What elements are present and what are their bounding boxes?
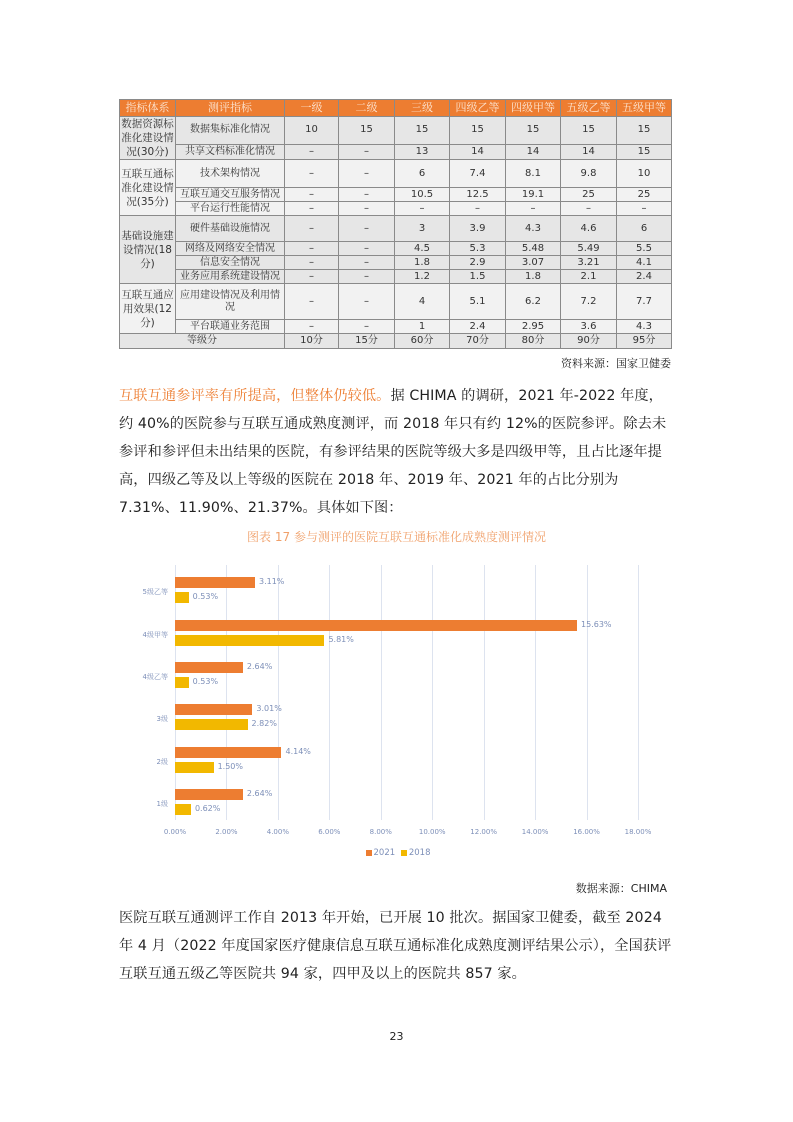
bar-2018 xyxy=(175,635,324,646)
header-cell: 四级甲等 xyxy=(506,100,561,117)
score-cell: 1.8 xyxy=(506,270,561,284)
bar-value-label: 15.63% xyxy=(581,620,612,629)
bar-2021 xyxy=(175,704,252,715)
legend-label-2021: 2021 xyxy=(373,848,396,858)
header-cell: 三级 xyxy=(395,100,450,117)
table-row xyxy=(120,284,672,320)
score-cell: 15 xyxy=(506,117,561,145)
score-cell: – xyxy=(285,242,339,256)
x-tick-label: 8.00% xyxy=(369,828,392,836)
bar-2021 xyxy=(175,747,281,758)
header-cell: 五级甲等 xyxy=(617,100,672,117)
category-cell: 数据资源标准化建设情况(30分) xyxy=(121,118,174,158)
score-cell: 15 xyxy=(450,117,506,145)
indicator-cell: 平台运行性能情况 xyxy=(176,202,285,216)
score-cell: 15 xyxy=(617,144,672,159)
score-cell: – xyxy=(339,256,395,270)
score-cell: 5.48 xyxy=(506,242,561,256)
chart-source-note: 数据来源：CHIMA xyxy=(575,882,667,895)
score-cell: 14 xyxy=(561,144,617,159)
x-tick-label: 6.00% xyxy=(318,828,341,836)
gridline xyxy=(381,565,382,820)
score-cell: 15 xyxy=(339,117,395,145)
bar-value-label: 3.11% xyxy=(258,577,285,586)
score-cell: – xyxy=(285,320,339,334)
table-row xyxy=(120,160,672,188)
highlight-sentence: 互联互通参评率有所提高，但整体仍较低。 xyxy=(119,388,391,404)
bar-2018 xyxy=(175,719,248,730)
score-cell: – xyxy=(339,270,395,284)
score-cell: 3.6 xyxy=(561,320,617,334)
bar-value-label: 2.64% xyxy=(246,662,273,671)
header-cell: 指标体系 xyxy=(120,100,176,117)
score-cell: – xyxy=(339,216,395,242)
x-tick-label: 4.00% xyxy=(266,828,289,836)
score-cell: 2.1 xyxy=(561,270,617,284)
header-cell: 测评指标 xyxy=(176,100,285,117)
score-cell: 4.3 xyxy=(506,216,561,242)
score-cell: 8.1 xyxy=(506,160,561,188)
x-tick-label: 18.00% xyxy=(624,828,652,836)
bar-value-label: 1.50% xyxy=(217,762,243,771)
gridline xyxy=(278,565,279,820)
indicator-cell: 互联互通交互服务情况 xyxy=(176,188,285,202)
score-cell: – xyxy=(395,202,450,216)
bar-value-label: 0.62% xyxy=(194,804,221,813)
page-number: 23 xyxy=(389,1030,404,1043)
table-body xyxy=(120,117,672,334)
legend-swatch-2018 xyxy=(401,850,407,856)
score-cell: 5.49 xyxy=(561,242,617,256)
bar-value-label: 5.81% xyxy=(328,635,354,644)
summary-paragraph: 医院互联互通测评工作自 2013 年开始，已开展 10 批次。据国家卫健委，截至 2024 年 4 月（2022 年度国家医疗健康信息互联互通标准化成熟度测评结果公示），全国获评互联互通五级乙等医院共 94 家，四甲及以上的医院共 857 家。 xyxy=(119,910,672,982)
legend-swatch-2021 xyxy=(366,850,372,856)
score-cell: 1.2 xyxy=(395,270,450,284)
indicator-cell: 共享文档标准化情况 xyxy=(176,144,285,159)
x-tick-label: 0.00% xyxy=(163,828,187,836)
bar-2018 xyxy=(175,762,214,773)
x-tick-label: 2.00% xyxy=(215,828,238,836)
header-cell: 一级 xyxy=(285,100,339,117)
x-tick-label: 12.00% xyxy=(470,828,498,836)
score-cell: 1 xyxy=(395,320,450,334)
score-cell: 13 xyxy=(395,144,450,159)
score-cell: 10 xyxy=(617,160,672,188)
score-cell: – xyxy=(285,202,339,216)
indicator-cell: 平台联通业务范围 xyxy=(176,320,285,334)
indicator-cell: 网络及网络安全情况 xyxy=(176,242,285,256)
score-cell: – xyxy=(285,284,339,320)
gridline xyxy=(535,565,536,820)
indicator-cell: 硬件基础设施情况 xyxy=(176,216,285,242)
category-cell: 基础设施建设情况(18分) xyxy=(120,216,176,284)
category-label: 4级甲等 xyxy=(142,631,168,639)
score-cell: 7.4 xyxy=(450,160,506,188)
score-cell: – xyxy=(285,216,339,242)
score-cell: 12.5 xyxy=(450,188,506,202)
legend-label-2018: 2018 xyxy=(408,848,431,858)
header-cell: 四级乙等 xyxy=(450,100,506,117)
score-cell: – xyxy=(285,270,339,284)
footer-cell: 80分 xyxy=(506,334,561,349)
table-row xyxy=(120,188,672,202)
bar-value-label: 0.53% xyxy=(192,592,219,601)
table-row xyxy=(120,256,672,270)
gridline xyxy=(432,565,433,820)
table-source-note: 资料来源：国家卫健委 xyxy=(561,357,671,370)
footer-cell: 95分 xyxy=(617,334,672,349)
table-row xyxy=(120,270,672,284)
category-cell: 互联互通应用效果(12分) xyxy=(120,284,176,334)
score-cell: – xyxy=(561,202,617,216)
score-cell: 2.4 xyxy=(617,270,672,284)
score-cell: 3.9 xyxy=(450,216,506,242)
table-row xyxy=(120,216,672,242)
bar-2021 xyxy=(175,662,243,673)
paragraph-text: 据 CHIMA 的调研，2021 年-2022 年度，约 40%的医院参与互联互通成熟度测评，而 2018 年只有约 12%的医院参评。除去未参评和参评但未出结果的医院，有参评结果的医院等级大多是四级甲等，且占比逐年提高，四级乙等及以上等级的医院在 2018 年、2019 年、2021 年的占比分别为 7.31%、11.90%、21.37%。具体如下图： xyxy=(119,388,667,516)
score-cell: 5.3 xyxy=(450,242,506,256)
footer-label: 等级分 xyxy=(120,334,285,349)
score-cell: 2.95 xyxy=(506,320,561,334)
score-cell: 19.1 xyxy=(506,188,561,202)
gridline xyxy=(638,565,639,820)
score-cell: – xyxy=(506,202,561,216)
bar-2021 xyxy=(175,620,577,631)
bar-2018 xyxy=(175,804,191,815)
footer-cell: 60分 xyxy=(395,334,450,349)
bar-value-label: 2.64% xyxy=(246,789,273,798)
score-cell: – xyxy=(339,188,395,202)
score-cell: 6 xyxy=(617,216,672,242)
score-cell: 3.07 xyxy=(506,256,561,270)
score-cell: 4.3 xyxy=(617,320,672,334)
figure-title: 图表 17 参与测评的医院互联互通标准化成熟度测评情况 xyxy=(247,530,546,544)
category-cell: 互联互通标准化建设情况(35分) xyxy=(120,160,176,216)
score-cell: 4.5 xyxy=(395,242,450,256)
bar-2018 xyxy=(175,677,189,688)
score-cell: 9.8 xyxy=(561,160,617,188)
gridline xyxy=(175,565,176,820)
standardization-score-table xyxy=(119,99,672,349)
score-cell: 3.21 xyxy=(561,256,617,270)
header-cell: 五级乙等 xyxy=(561,100,617,117)
indicator-cell: 技术架构情况 xyxy=(176,160,285,188)
score-cell: – xyxy=(339,320,395,334)
score-cell: – xyxy=(285,256,339,270)
table-row xyxy=(120,144,672,159)
score-cell: 14 xyxy=(450,144,506,159)
indicator-cell: 数据集标准化情况 xyxy=(176,117,285,145)
bar-value-label: 3.01% xyxy=(256,704,282,713)
score-cell: 4.1 xyxy=(617,256,672,270)
score-cell: 1.8 xyxy=(395,256,450,270)
score-cell: 5.1 xyxy=(450,284,506,320)
footer-cell: 15分 xyxy=(339,334,395,349)
score-cell: 4 xyxy=(395,284,450,320)
footer-cell: 90分 xyxy=(561,334,617,349)
score-cell: 7.7 xyxy=(617,284,672,320)
footer-cell: 10分 xyxy=(285,334,339,349)
score-cell: 7.2 xyxy=(561,284,617,320)
category-label: 5级乙等 xyxy=(142,588,168,596)
score-cell: 5.5 xyxy=(617,242,672,256)
table-row xyxy=(120,202,672,216)
gridline xyxy=(484,565,485,820)
score-cell: – xyxy=(617,202,672,216)
score-cell: 15 xyxy=(617,117,672,145)
gridline xyxy=(226,565,227,820)
score-cell: 4.6 xyxy=(561,216,617,242)
bar-2018 xyxy=(175,592,189,603)
horizontal-bar-chart xyxy=(0,560,793,860)
bar-value-label: 0.53% xyxy=(192,677,219,686)
score-cell: 25 xyxy=(617,188,672,202)
score-cell: 10.5 xyxy=(395,188,450,202)
bar-2021 xyxy=(175,577,255,588)
score-cell: – xyxy=(285,144,339,159)
table-header-row xyxy=(120,100,672,117)
score-cell: 14 xyxy=(506,144,561,159)
gridline xyxy=(329,565,330,820)
score-cell: – xyxy=(339,144,395,159)
score-cell: – xyxy=(285,160,339,188)
header-cell: 二级 xyxy=(339,100,395,117)
score-cell: 2.9 xyxy=(450,256,506,270)
bar-value-label: 2.82% xyxy=(251,719,277,728)
category-label: 4级乙等 xyxy=(142,673,168,681)
score-cell: – xyxy=(450,202,506,216)
score-cell: 6 xyxy=(395,160,450,188)
score-cell: 15 xyxy=(395,117,450,145)
score-cell: 6.2 xyxy=(506,284,561,320)
x-tick-label: 16.00% xyxy=(573,828,600,836)
score-cell: 15 xyxy=(561,117,617,145)
table-row xyxy=(120,117,672,145)
category-label: 1级 xyxy=(156,800,168,808)
score-cell: 2.4 xyxy=(450,320,506,334)
indicator-cell: 信息安全情况 xyxy=(176,256,285,270)
x-tick-label: 14.00% xyxy=(521,828,549,836)
category-label: 3级 xyxy=(156,715,168,723)
score-cell: 1.5 xyxy=(450,270,506,284)
table-footer-row xyxy=(120,334,672,349)
score-cell: – xyxy=(339,160,395,188)
score-cell: – xyxy=(339,284,395,320)
bar-2021 xyxy=(175,789,243,800)
bar-value-label: 4.14% xyxy=(285,747,311,756)
x-tick-label: 10.00% xyxy=(418,828,446,836)
indicator-cell: 应用建设情况及利用情况 xyxy=(176,284,285,320)
category-label: 2级 xyxy=(156,758,168,766)
score-cell: 3 xyxy=(395,216,450,242)
chart-legend xyxy=(0,848,793,858)
indicator-cell: 业务应用系统建设情况 xyxy=(176,270,285,284)
table-row xyxy=(120,320,672,334)
score-cell: – xyxy=(339,202,395,216)
gridline xyxy=(587,565,588,820)
footer-cell: 70分 xyxy=(450,334,506,349)
analysis-paragraph xyxy=(119,382,674,522)
score-cell: 10 xyxy=(285,117,339,145)
score-cell: – xyxy=(339,242,395,256)
table-row xyxy=(120,242,672,256)
score-cell: – xyxy=(285,188,339,202)
score-cell: 25 xyxy=(561,188,617,202)
